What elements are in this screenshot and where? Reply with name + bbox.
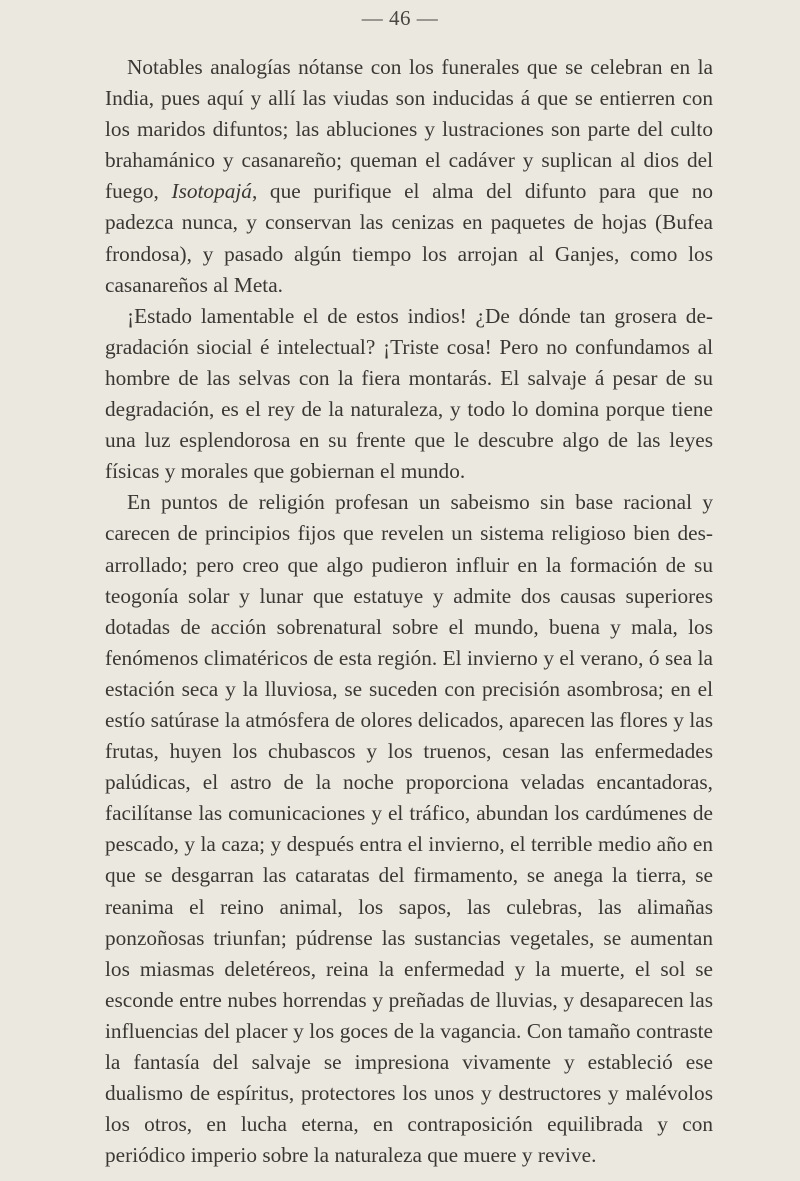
paragraph-funerals xyxy=(105,52,713,301)
page-number: — 46 — xyxy=(361,6,439,30)
fire-god-name: Isotopajá xyxy=(171,179,252,204)
paragraph-funerals-part-2: , que purifique el alma del difunto para que no padezca nunca, y conservan las cenizas en paquetes de hojas (Bufea frondosa), y pasado algún tiempo los arrojan al Ganjes, como los casanareños al Meta. xyxy=(105,179,714,297)
paragraph-funerals-part-1: Notables analogías nótanse con los funerales que se celebran en la India, pues aquí y allí las viudas son inducidas á que se entierren con los maridos difuntos; las abluciones y lustraciones son parte del culto brahamánico y casanareño; queman el cadáver y suplican al dios del fuego, xyxy=(105,55,713,204)
paragraph-degradation: ¡Estado lamentable el de estos indios! ¿De dónde tan grosera degradación siocial é intelectual? ¡Triste cosa! Pero no confundamos al hombre de las selvas con la fiera montarás. El salvaje á pesar de su degradación, es el rey de la naturaleza, y todo lo domina porque tiene una luz esplendorosa en su frente que le descubre algo de las leyes físicas y morales que gobiernan el mundo. xyxy=(105,303,713,484)
paragraph-religion: En puntos de religión profesan un sabeismo sin base racional y carecen de principios fijos que revelen un sistema religioso bien desarrollado; pero creo que algo pudieron influir en la formación de su teogonía solar y lunar que estatuye y admite dos causas superiores dotadas de acción sobrenatural sobre el mundo, buena y mala, los fenómenos climatéricos de esta región. El invierno y el verano, ó sea la estación seca y la lluviosa, se suceden con precisión asombrosa; en el estío satúrase la atmósfera de olores delicados, aparecen las flores y las frutas, huyen los chubascos y los truenos, cesan las enfermedades palúdicas, el astro de la noche proporciona veladas encantadoras, facilítanse las comunicaciones y el tráfico, abundan los cardúmenes de pescado, y la caza; y después entra el invierno, el terrible medio año en que se desgarran las cataratas del firmamento, se anega la tierra, se reanima el reino animal, los sapos, las culebras, las alimañas ponzoñosas triunfan; púdrense las sustancias vegetales, se aumentan los miasmas deletéreos, reina la enfermedad y la muerte, el sol se esconde entre nubes horrendas y preñadas de lluvias, y desaparecen las influencias del placer y los goces de la vagancia. Con tamaño contraste la fantasía del salvaje se impresiona vivamente y estableció ese dualismo de espíritus, protectores los unos y destructores y malévolos los otros, en lucha eterna, en contraposición equilibrada y con periódico imperio sobre la naturaleza que muere y revive. xyxy=(105,490,713,1168)
body-text xyxy=(105,52,713,1171)
